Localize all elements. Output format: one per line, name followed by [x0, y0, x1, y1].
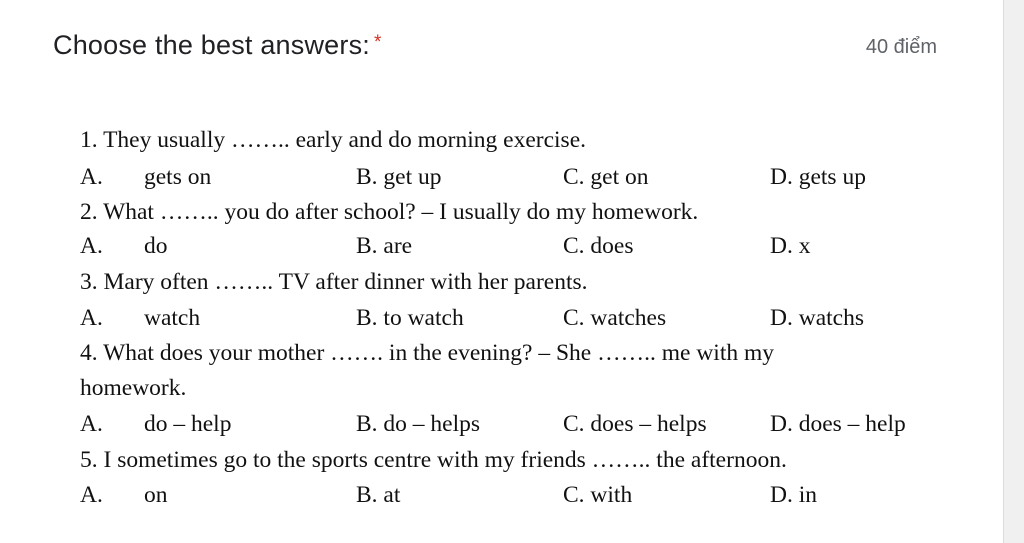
question-1-option-c: C. get on	[563, 164, 649, 190]
question-5-option-a	[80, 482, 168, 509]
question-2-option-b: B. are	[356, 233, 413, 259]
question-4-text: 4. What does your mother ……. in the evening? – She …….. me with my	[80, 340, 775, 366]
question-title	[53, 30, 382, 61]
question-3-option-a	[80, 305, 200, 332]
question-3-text: 3. Mary often …….. TV after dinner with her parents.	[80, 269, 588, 295]
question-1-text: 1. They usually …….. early and do morning exercise.	[80, 127, 586, 153]
option-a-label: A.	[80, 411, 103, 437]
question-4-option-b: B. do – helps	[356, 411, 481, 437]
question-4-option-d: D. does – help	[770, 411, 906, 437]
required-asterisk: *	[373, 32, 382, 53]
option-a-text: on	[144, 482, 168, 508]
question-2-option-c: C. does	[563, 233, 634, 259]
option-a-text: do – help	[144, 411, 232, 437]
question-1-option-a	[80, 164, 211, 191]
question-5-text: 5. I sometimes go to the sports centre with my friends …….. the afternoon.	[80, 447, 787, 473]
option-a-label: A.	[80, 482, 103, 508]
question-3-option-d: D. watchs	[770, 305, 864, 331]
option-a-text: watch	[144, 305, 201, 331]
option-a-text: gets on	[144, 164, 212, 190]
option-a-label: A.	[80, 305, 103, 331]
question-2-option-d: D. x	[770, 233, 811, 259]
option-a-label: A.	[80, 233, 103, 259]
question-4-option-c: C. does – helps	[563, 411, 707, 437]
option-a-text: do	[144, 233, 168, 259]
question-title-text: Choose the best answers:	[53, 30, 370, 60]
question-5-option-b: B. at	[356, 482, 401, 508]
question-4-text-continued: homework.	[80, 375, 187, 401]
question-5-option-c: C. with	[563, 482, 633, 508]
question-3-option-b: B. to watch	[356, 305, 464, 331]
page-background-edge	[1004, 0, 1024, 543]
question-1-option-d: D. gets up	[770, 164, 866, 190]
question-2-text: 2. What …….. you do after school? – I usually do my homework.	[80, 199, 699, 225]
question-4-option-a	[80, 411, 231, 438]
points-label: 40 điểm	[865, 36, 937, 58]
question-5-option-d: D. in	[770, 482, 817, 508]
question-2-option-a	[80, 233, 168, 260]
question-3-option-c: C. watches	[563, 305, 667, 331]
question-1-option-b: B. get up	[356, 164, 442, 190]
option-a-label: A.	[80, 164, 103, 190]
